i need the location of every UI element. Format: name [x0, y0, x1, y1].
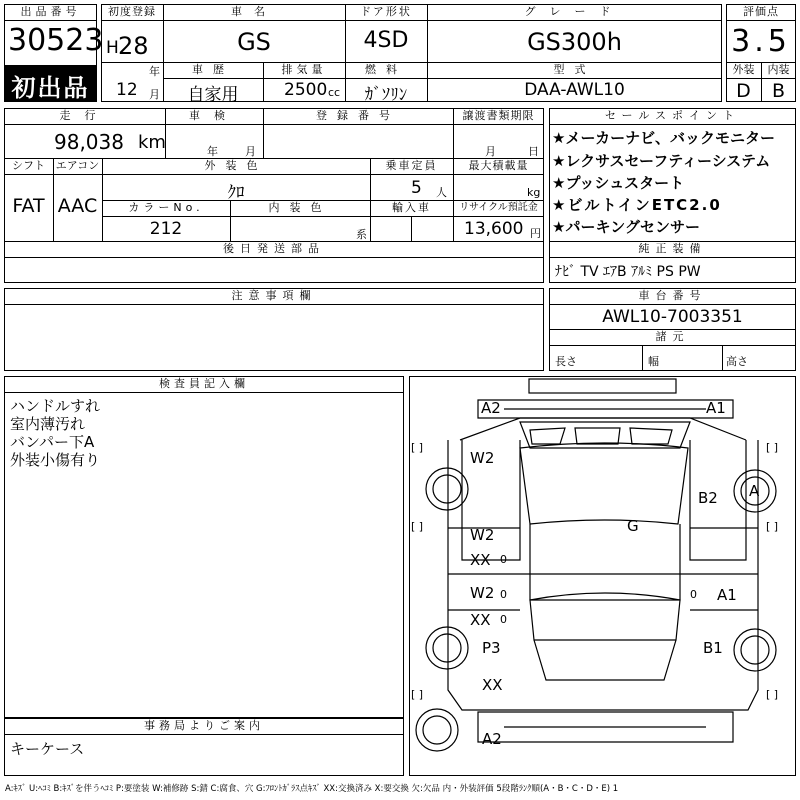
capacity-unit: 人 — [436, 186, 447, 199]
chassis-label: 車台番号 — [638, 289, 707, 302]
grade-label: グレード — [524, 5, 625, 18]
mark-front-a2: A2 — [481, 399, 501, 417]
history-label: 車歴 — [192, 63, 234, 76]
registration-label: 登録番号 — [316, 109, 400, 122]
grade: GS300h — [527, 28, 622, 56]
mileage-unit: km — [138, 132, 166, 153]
interior-label: 内装 — [767, 63, 790, 76]
mark-rear-a2: A2 — [482, 730, 502, 748]
first-reg-era: H — [106, 38, 119, 58]
equipment-list: ﾅﾋﾞ TV ｴｱB ｱﾙﾐ PS PW — [555, 264, 701, 280]
width-label: 幅 — [648, 355, 659, 368]
mark-xx-door2: XX — [470, 611, 491, 629]
car-name: GS — [237, 28, 271, 56]
color-no: 212 — [149, 219, 183, 239]
transfer-day-unit: 日 — [528, 145, 539, 158]
mark-zero-4: 0 — [500, 613, 507, 626]
inspection-label: 車検 — [189, 109, 239, 122]
history: 自家用 — [187, 85, 239, 105]
height-label: 高さ — [726, 355, 748, 368]
mark-zero-2: 0 — [500, 588, 507, 601]
sales-points-label: セールスポイント — [604, 109, 740, 122]
ac: AAC — [57, 195, 98, 217]
max-load-label: 最大積載量 — [468, 159, 529, 172]
mark-g: G — [627, 517, 639, 535]
office-label: 事務局よりご案内 — [144, 719, 264, 732]
transfer-docs-label: 譲渡書類期限 — [462, 109, 535, 122]
car-name-label: 車名 — [231, 5, 277, 18]
mark-xx-door1: XX — [470, 551, 491, 569]
first-reg-year-unit: 年 — [149, 65, 160, 78]
inspector-note-4: 外装小傷有り — [10, 451, 101, 469]
first-listing-badge-text: 初出品 — [11, 74, 90, 102]
color-no-label: カラーNo. — [128, 201, 204, 214]
interior-grade: B — [771, 80, 786, 102]
diagram-bracket-right-low: [ ] — [766, 688, 779, 701]
first-reg-label: 初度登録 — [108, 5, 156, 18]
score-label: 評価点 — [743, 5, 779, 18]
door-type: 4SD — [363, 28, 409, 53]
mark-b2: B2 — [698, 489, 718, 507]
import-label: 輸入車 — [392, 201, 431, 214]
lot-number: 30523 — [8, 23, 104, 58]
later-parts-label: 後日発送部品 — [223, 242, 325, 255]
diagram-bracket-left-low: [ ] — [411, 688, 424, 701]
sales-point-1: ★メーカーナビ、バックモニター — [552, 129, 775, 147]
model-label: 型式 — [553, 63, 596, 76]
inspector-label: 検査員記入欄 — [159, 377, 249, 390]
int-color-unit: 系 — [356, 228, 367, 241]
inspector-note-3: バンパー下A — [10, 433, 95, 451]
diagram-bracket-left-top: [ ] — [411, 441, 424, 454]
displacement-unit: cc — [328, 86, 341, 99]
inspector-note-2: 室内薄汚れ — [10, 415, 86, 433]
mark-zero-1: 0 — [500, 553, 507, 566]
mark-zero-3: 0 — [690, 588, 697, 601]
fuel-label: 燃料 — [365, 63, 407, 76]
fuel: ｶﾞｿﾘﾝ — [364, 85, 408, 105]
sales-point-5: ★パーキングセンサー — [552, 218, 700, 236]
office-note: キーケース — [10, 740, 85, 758]
ac-label: エアコン — [55, 159, 100, 172]
recycle-unit: 円 — [530, 227, 541, 240]
mileage: 98,038 — [54, 130, 124, 154]
diagram-bracket-right-mid: [ ] — [766, 520, 779, 533]
specs-dimensions-label: 諸元 — [655, 330, 690, 343]
shift-label: シフト — [12, 159, 45, 172]
mark-w2-top: W2 — [470, 449, 495, 467]
mark-b1: B1 — [703, 639, 723, 657]
int-color-label: 内装色 — [268, 201, 332, 214]
displacement: 2500 — [284, 80, 328, 100]
mark-a-wheel: A — [749, 482, 760, 500]
door-label: ドア形状 — [360, 5, 412, 18]
recycle-amount: 13,600 — [464, 219, 524, 239]
capacity: 5 — [411, 178, 422, 198]
displacement-label: 排気量 — [281, 63, 327, 76]
car-diagram — [409, 376, 796, 776]
mark-xx-rear: XX — [482, 676, 503, 694]
first-reg-year: 28 — [118, 32, 149, 60]
legend: A:ｷｽﾞ U:ﾍｺﾐ B:ｷｽﾞを伴うﾍｺﾐ P:要塗装 W:補修跡 S:錆 C:腐食、穴 G:ﾌﾛﾝﾄｶﾞﾗｽ点ｷｽﾞ XX:交換済み X:要交換 欠:欠品 内・外装評価 5段階ﾗﾝｸ順(A・B・C・D・E) 1 — [5, 784, 619, 794]
score: 3.5 — [731, 24, 791, 59]
exterior-grade: D — [736, 80, 751, 102]
sales-point-4: ★ビルトインETC2.0 — [552, 196, 722, 214]
lot-number-label: 出品番号 — [20, 5, 81, 18]
notes-label: 注意事項欄 — [231, 289, 317, 302]
chassis-number: AWL10-7003351 — [602, 307, 743, 327]
diagram-bracket-left-mid: [ ] — [411, 520, 424, 533]
sales-point-3: ★プッシュスタート — [552, 174, 685, 192]
mileage-label: 走行 — [59, 109, 110, 122]
mark-w2-door2: W2 — [470, 584, 495, 602]
mark-front-a1: A1 — [706, 399, 726, 417]
ext-color-label: 外装色 — [204, 159, 268, 172]
mark-p3: P3 — [482, 639, 501, 657]
inspection-year-unit: 年 — [207, 145, 218, 158]
shift: FAT — [12, 195, 45, 217]
first-reg-month-unit: 月 — [149, 88, 160, 101]
exterior-label: 外装 — [732, 63, 755, 76]
sales-point-2: ★レクサスセーフティーシステム — [552, 152, 771, 170]
ext-color: ｸﾛ — [227, 183, 245, 203]
length-label: 長さ — [555, 355, 577, 368]
inspector-note-1: ハンドルすれ — [10, 397, 101, 415]
transfer-month-unit: 月 — [485, 145, 496, 158]
equipment-label: 純正装備 — [638, 242, 707, 255]
capacity-label: 乗車定員 — [385, 159, 438, 172]
model: DAA-AWL10 — [524, 80, 625, 100]
max-load-unit: kg — [527, 186, 541, 199]
mark-w2-door1: W2 — [470, 526, 495, 544]
mark-a1-right: A1 — [717, 586, 737, 604]
diagram-bracket-right-top: [ ] — [766, 441, 779, 454]
first-reg-month: 12 — [116, 80, 138, 100]
inspection-month-unit: 月 — [245, 145, 256, 158]
recycle-label: リサイクル預託金 — [459, 202, 538, 213]
